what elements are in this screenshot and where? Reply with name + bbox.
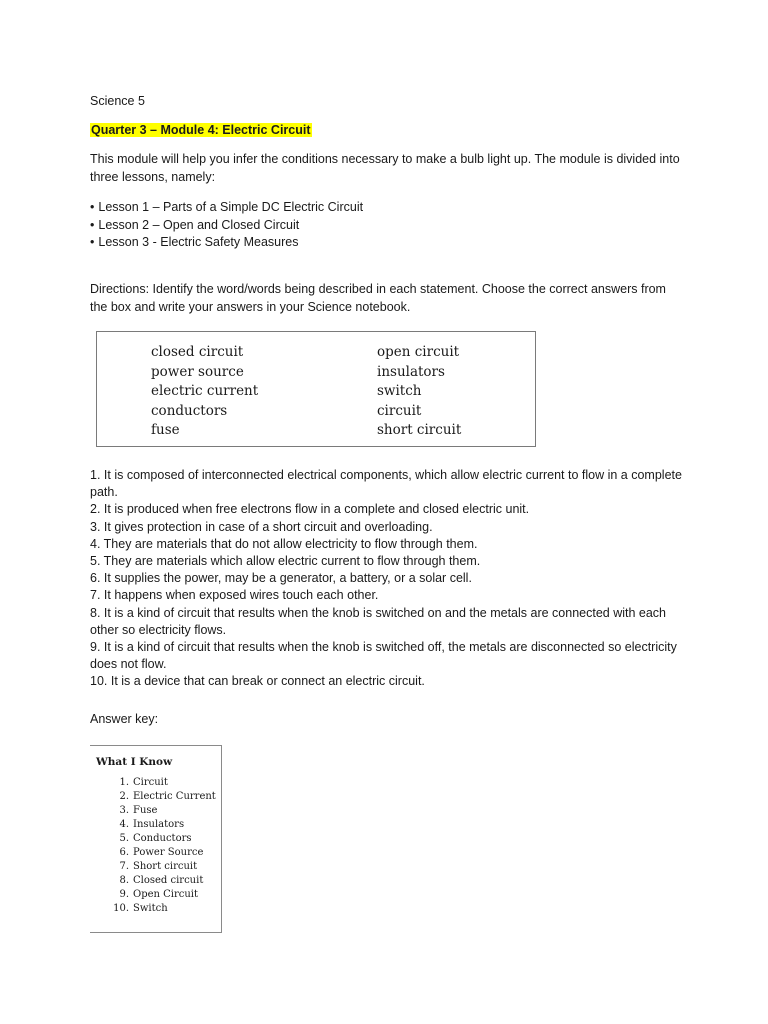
lesson-list	[90, 199, 363, 252]
question-item: 1. It is composed of interconnected electrical components, which allow electric current to flow in a complete path.	[90, 468, 682, 500]
answer-number: 3.	[119, 805, 129, 816]
answer-key-item	[113, 832, 216, 846]
lesson-item: • Lesson 1 – Parts of a Simple DC Electric Circuit	[90, 199, 363, 217]
word-choice: insulators	[377, 363, 445, 380]
word-choice: circuit	[377, 402, 422, 419]
word-choice: electric current	[151, 383, 259, 400]
answer-key-item	[113, 874, 216, 888]
answer-key-item	[113, 804, 216, 818]
word-column-right	[377, 343, 461, 441]
subject-heading: Science 5	[90, 94, 145, 108]
answer-key-item	[113, 846, 216, 860]
answer-text: Power Source	[133, 847, 204, 858]
answer-key-item	[113, 902, 216, 916]
word-choice: power source	[151, 363, 244, 380]
question-item: 9. It is a kind of circuit that results when the knob is switched off, the metals are disconnected so electricity does not flow.	[90, 640, 677, 672]
word-choice: closed circuit	[151, 344, 244, 360]
answer-number: 1.	[119, 777, 129, 788]
answer-text: Fuse	[133, 805, 158, 816]
module-title-highlight: Quarter 3 – Module 4: Electric Circuit	[91, 123, 311, 137]
question-item: 3. It gives protection in case of a short circuit and overloading.	[90, 519, 433, 534]
question-item: 7. It happens when exposed wires touch each other.	[90, 588, 379, 603]
answer-number: 6.	[119, 847, 129, 858]
word-choice: open circuit	[377, 344, 460, 360]
answer-text: Insulators	[133, 819, 185, 830]
answer-text: Short circuit	[133, 861, 198, 872]
directions-paragraph: Directions: Identify the word/words being described in each statement. Choose the correct answers from the box and write your answers in your Science notebook.	[90, 282, 666, 314]
word-choice: conductors	[151, 402, 228, 419]
answer-number: 2.	[119, 791, 129, 802]
answer-key-item	[113, 790, 216, 804]
lesson-item: • Lesson 2 – Open and Closed Circuit	[90, 217, 363, 235]
answer-text: Circuit	[133, 777, 168, 788]
module-title	[90, 122, 312, 140]
answer-number: 5.	[119, 833, 129, 844]
answer-text: Closed circuit	[133, 875, 204, 886]
question-item: 2. It is produced when free electrons flow in a complete and closed electric unit.	[90, 502, 530, 517]
word-choice: fuse	[151, 422, 180, 439]
question-item: 5. They are materials which allow electric current to flow through them.	[90, 554, 481, 569]
lesson-item: • Lesson 3 - Electric Safety Measures	[90, 234, 363, 252]
answer-text: Electric Current	[133, 791, 216, 802]
answer-number: 7.	[119, 861, 129, 872]
answer-key-label: Answer key:	[90, 712, 159, 726]
answer-key-item	[113, 776, 216, 790]
answer-key-list	[113, 776, 216, 916]
question-item: 6. It supplies the power, may be a generator, a battery, or a solar cell.	[90, 571, 472, 586]
answer-number: 4.	[119, 819, 129, 830]
question-item: 8. It is a kind of circuit that results when the knob is switched on and the metals are connected with each other so electricity flows.	[90, 605, 667, 637]
word-column-left	[151, 343, 258, 441]
answer-text: Open Circuit	[133, 889, 199, 900]
intro-paragraph: This module will help you infer the conditions necessary to make a bulb light up. The module is divided into three lessons, namely:	[90, 152, 680, 184]
answer-key-item	[113, 888, 216, 902]
word-choice: short circuit	[377, 422, 462, 439]
question-list	[90, 467, 690, 691]
answer-key-box	[90, 745, 222, 933]
answer-text: Switch	[133, 903, 168, 914]
question-item: 10. It is a device that can break or connect an electric circuit.	[90, 674, 425, 689]
answer-key-item	[113, 860, 216, 874]
answer-text: Conductors	[133, 833, 192, 844]
answer-key-heading: What I Know	[96, 756, 173, 768]
answer-number: 9.	[119, 889, 129, 900]
question-item: 4. They are materials that do not allow electricity to flow through them.	[90, 536, 478, 551]
word-choice-box	[96, 331, 536, 447]
answer-number: 8.	[119, 875, 129, 886]
answer-key-item	[113, 818, 216, 832]
answer-number: 10.	[113, 903, 129, 914]
word-choice: switch	[377, 383, 422, 400]
